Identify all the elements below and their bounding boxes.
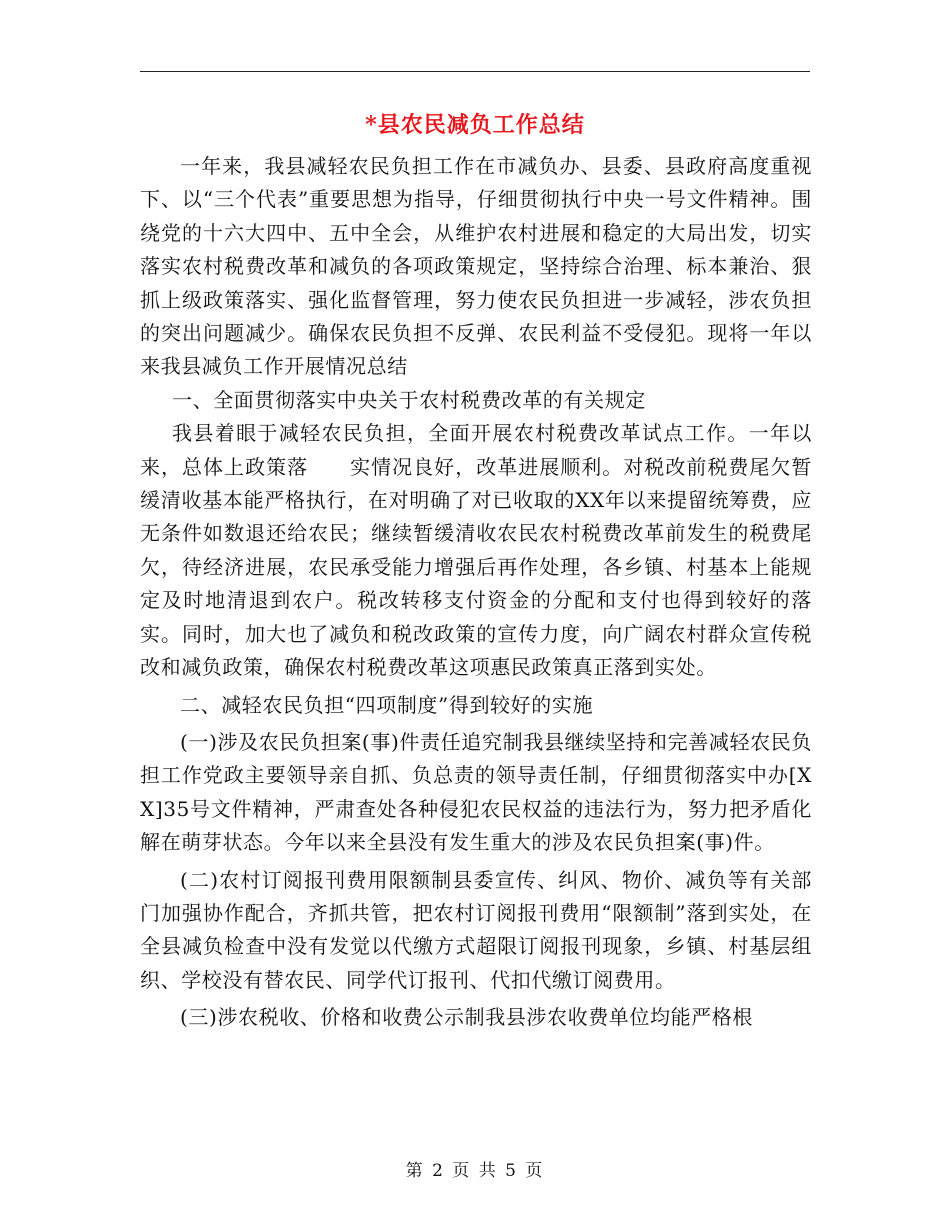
- document-title: *县农民减负工作总结: [365, 112, 585, 138]
- section-heading-1: 一、全面贯彻落实中央关于农村税费改革的有关规定: [172, 387, 646, 412]
- page-number-footer: 第 2 页 共 5 页: [405, 1161, 545, 1181]
- subsection-3-paragraph: (三)涉农税收、价格和收费公示制我县涉农收费单位均能严格根: [180, 1005, 754, 1030]
- header-rule: [140, 71, 810, 72]
- subsection-1-paragraph: (一)涉及农民负担案(事)件责任追究制我县继续坚持和完善减轻农民负担工作党政主要领导亲自抓、负总责的领导责任制，仔细贯彻落实中办[XX]35号文件精神，严肃查处各种侵犯农民权益的违法行为，努力把矛盾化解在萌芽状态。今年以来全县没有发生重大的涉及农民负担案(事)件。: [140, 729, 812, 855]
- section-1-paragraph: 我县着眼于减轻农民负担，全面开展农村税费改革试点工作。一年以来，总体上政策落 实情况良好，改革进展顺利。对税改前税费尾欠暂缓清收基本能严格执行，在对明确了对已收取的XX年以来提留统筹费，应无条件如数退还给农民；继续暂缓清收农民农村税费改革前发生的税费尾欠，待经济进展，农民承受能力增强后再作处理，各乡镇、村基本上能规定及时地清退到农户。税改转移支付资金的分配和支付也得到较好的落实。同时，加大也了减负和税改政策的宣传力度，向广阔农村群众宣传税改和减负政策，确保农村税费改革这项惠民政策真正落到实处。: [140, 421, 812, 680]
- section-heading-2: 二、减轻农民负担“四项制度”得到较好的实施: [180, 692, 594, 717]
- document-body: [140, 150, 812, 1035]
- subsection-2-paragraph: (二)农村订阅报刊费用限额制县委宣传、纠风、物价、减负等有关部门加强协作配合，齐抓共管，把农村订阅报刊费用“限额制”落到实处，在全县减负检查中没有发觉以代缴方式超限订阅报刊现象，乡镇、村基层组织、学校没有替农民、同学代订报刊、代扣代缴订阅费用。: [140, 867, 812, 992]
- intro-paragraph: 一年来，我县减轻农民负担工作在市减负办、县委、县政府高度重视下、以“三个代表”重要思想为指导，仔细贯彻执行中央一号文件精神。围绕党的十六大四中、五中全会，从维护农村进展和稳定的大局出发，切实落实农村税费改革和减负的各项政策规定，坚持综合治理、标本兼治、狠抓上级政策落实、强化监督管理，努力使农民负担进一步减轻，涉农负担的突出问题减少。确保农民负担不反弹、农民利益不受侵犯。现将一年以来我县减负工作开展情况总结: [140, 154, 812, 379]
